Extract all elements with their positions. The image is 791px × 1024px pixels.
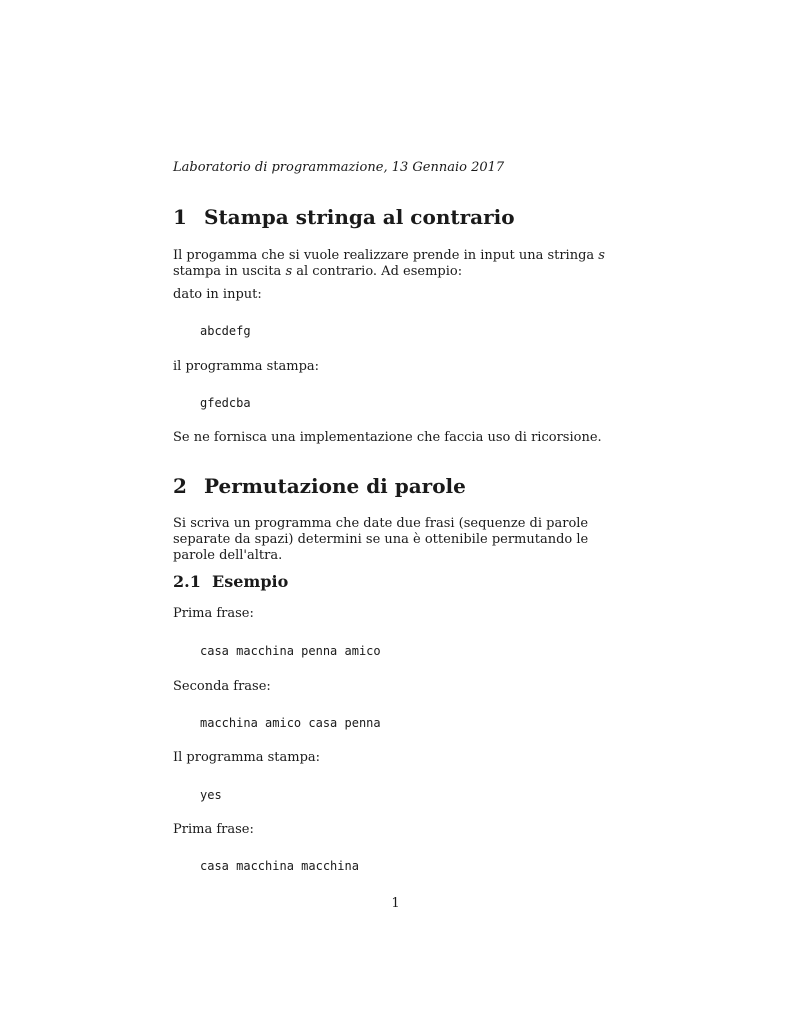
first-phrase-label: Prima frase: [173, 606, 254, 621]
page-number: 1 [391, 896, 400, 911]
subsection-number: 2.1 [173, 572, 201, 591]
output-code: gfedcba [200, 396, 251, 410]
section-1-title: Stampa stringa al contrario [204, 205, 515, 229]
section-1-heading [173, 205, 515, 229]
intro-variable-s-2: s [285, 264, 293, 279]
first-phrase-label-2: Prima frase: [173, 822, 254, 837]
section-1-note: Se ne fornisca una implementazione che faccia uso di ricorsione. [173, 430, 602, 445]
subsection-2-1-heading [173, 572, 288, 591]
intro-variable-s: s [598, 248, 605, 263]
input-label: dato in input: [173, 287, 262, 302]
subsection-title: Esempio [212, 572, 289, 591]
section-2-title: Permutazione di parole [204, 474, 466, 498]
section-2-heading [173, 474, 466, 498]
result-label: Il programma stampa: [173, 750, 321, 765]
section-2-intro: Si scriva un programma che date due frasi (sequenze di parole separate da spazi) determini se una è ottenibile permutando le parole dell'altra. [173, 516, 589, 563]
output-label: il programma stampa: [173, 359, 320, 374]
intro-text-a: Il progamma che si vuole realizzare prende in input una stringa [173, 248, 599, 263]
intro-text-b: stampa in uscita [173, 264, 286, 279]
first-phrase-code: casa macchina penna amico [200, 644, 381, 658]
first-phrase-code-2: casa macchina macchina [200, 859, 359, 873]
running-header: Laboratorio di programmazione, 13 Gennaio 2017 [173, 160, 505, 175]
result-code: yes [200, 788, 222, 802]
second-phrase-code: macchina amico casa penna [200, 716, 381, 730]
section-2-number: 2 [173, 474, 187, 498]
input-code: abcdefg [200, 324, 251, 338]
section-1-number: 1 [173, 205, 187, 229]
second-phrase-label: Seconda frase: [173, 679, 271, 694]
section-1-intro [173, 248, 619, 280]
intro-text-c: al contrario. Ad esempio: [292, 264, 463, 279]
